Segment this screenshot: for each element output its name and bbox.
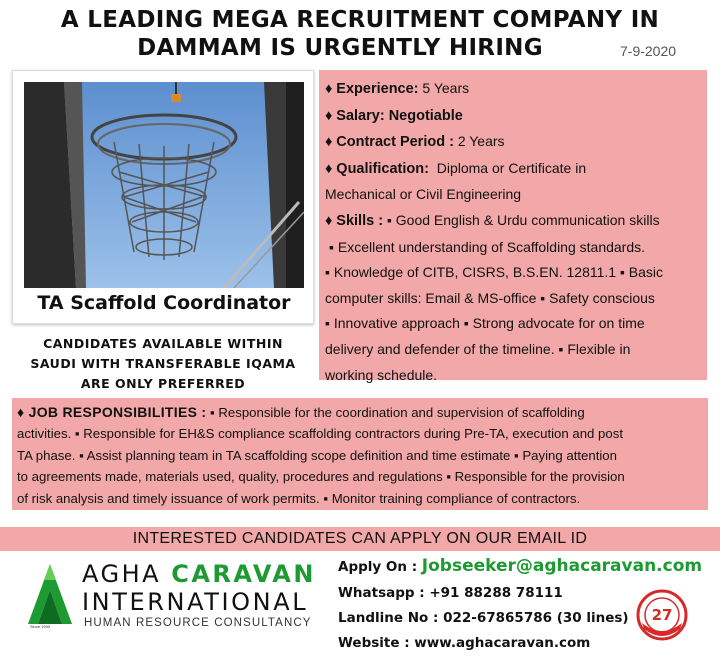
experience-row: [325, 76, 701, 103]
job-details-panel: [319, 70, 707, 383]
contract-label: Contract Period :: [336, 134, 454, 151]
skills-label: Skills :: [336, 212, 384, 229]
bullet-icon: ♦: [325, 212, 333, 229]
candidates-note-line-3: ARE ONLY PREFERRED: [80, 376, 246, 391]
skills-line-1: ▪ Good English & Urdu communication skills: [386, 211, 660, 228]
since-text: Since 1993: [30, 624, 51, 629]
triangle-a-logo: [28, 560, 72, 632]
skills-line-4: computer skills: Email & MS-office ▪ Safety conscious: [325, 289, 655, 306]
photo-card: [12, 70, 314, 324]
scaffolding-tower-photo: [24, 82, 304, 288]
apply-on-label: Apply On :: [338, 559, 418, 575]
candidates-note-line-1: CANDIDATES AVAILABLE WITHIN: [43, 336, 283, 351]
brand-name-line-1: [82, 560, 316, 588]
headline-line-1: A LEADING MEGA RECRUITMENT COMPANY IN: [60, 7, 660, 33]
experience-label: Experience:: [336, 81, 419, 97]
responsibilities-label: ♦ JOB RESPONSIBILITIES :: [17, 404, 207, 420]
scaffolding-illustration: [24, 82, 304, 288]
badge-number: 27: [651, 606, 673, 624]
apply-bar: INTERESTED CANDIDATES CAN APPLY ON OUR EMAIL ID: [0, 527, 720, 551]
bullet-icon: ♦: [325, 160, 333, 177]
qualification-value-1: Diploma or Certificate in: [436, 159, 587, 176]
website-link[interactable]: Website : www.aghacaravan.com: [338, 635, 591, 651]
contract-value: 2 Years: [457, 133, 505, 150]
bullet-icon: ♦: [325, 134, 333, 151]
apply-on-row: [338, 556, 702, 576]
qualification-value-2: Mechanical or Civil Engineering: [325, 186, 522, 203]
contract-row: [325, 129, 701, 156]
responsibilities-line-5: of risk analysis and timely issuance of work permits. ▪ Monitor training compliance of contractors.: [17, 490, 581, 506]
qualification-label: Qualification:: [336, 160, 429, 177]
candidates-note-line-2: SAUDI WITH TRANSFERABLE IQAMA: [30, 356, 296, 371]
bullet-icon: ♦: [325, 81, 333, 97]
skills-line-7: working schedule.: [325, 366, 438, 383]
salary-label: Salary: Negotiable: [336, 107, 463, 124]
brand-tagline: HUMAN RESOURCE CONSULTANCY: [84, 617, 312, 629]
email-link[interactable]: Jobseeker@aghacaravan.com: [421, 556, 703, 576]
post-date: 7-9-2020: [620, 43, 677, 59]
headline: [0, 6, 720, 62]
salary-row: [325, 103, 701, 130]
skills-line-3: ▪ Knowledge of CITB, CISRS, B.S.EN. 12811.1 ▪ Basic: [325, 264, 664, 281]
job-responsibilities-panel: [12, 398, 708, 510]
qualification-row: [325, 156, 701, 183]
landline-row[interactable]: Landline No : 022-67865786 (30 lines): [338, 610, 629, 626]
responsibilities-line-3: TA phase. ▪ Assist planning team in TA scaffolding scope definition and time estimate ▪ Paying attention: [17, 447, 617, 463]
responsibilities-line-4: to agreements made, materials used, quality, procedures and regulations ▪ Responsible for the provision: [17, 469, 625, 485]
skills-row: [325, 208, 701, 235]
responsibilities-line-2: activities. ▪ Responsible for EH&S compliance scaffolding contractors during Pre-TA, execution and post: [17, 426, 623, 442]
anniversary-badge-icon: [636, 589, 688, 641]
brand-name-line-2: INTERNATIONAL: [82, 588, 309, 616]
experience-value: 5 Years: [422, 80, 470, 96]
skills-line-2: ▪ Excellent understanding of Scaffolding standards.: [329, 238, 646, 255]
bullet-icon: ♦: [325, 107, 333, 124]
brand-name-part-1: AGHA: [82, 560, 162, 588]
responsibilities-line-1: [17, 402, 703, 423]
skills-line-6: delivery and defender of the timeline. ▪ Flexible in: [325, 340, 631, 357]
candidates-note: [12, 334, 314, 394]
responsibilities-text-1: ▪ Responsible for the coordination and supervision of scaffolding: [210, 405, 585, 420]
job-title: TA Scaffold Coordinator: [37, 292, 291, 314]
skills-line-5: ▪ Innovative approach ▪ Strong advocate for on time: [325, 315, 645, 332]
whatsapp-row[interactable]: Whatsapp : +91 88288 78111: [338, 585, 563, 601]
brand-name-part-2: CARAVAN: [171, 560, 316, 588]
headline-line-2: DAMMAM IS URGENTLY HIRING: [137, 35, 543, 61]
